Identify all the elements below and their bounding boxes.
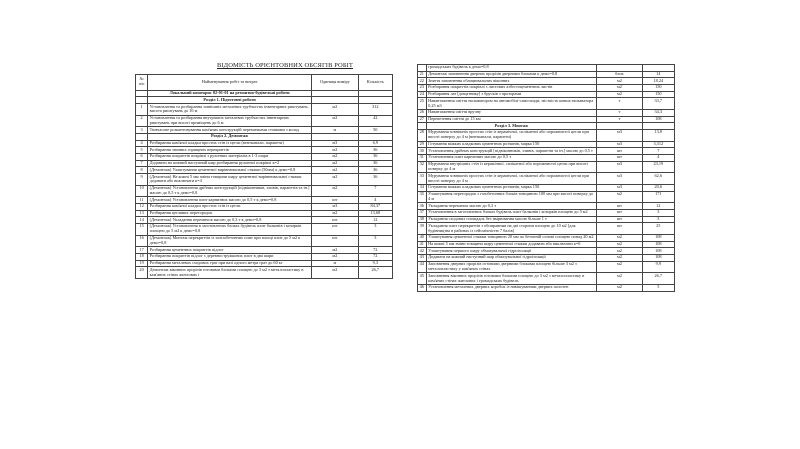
row-name: Заповнення дверних прорізів готовими дверними блоками площею більше 3 м2 з металопластику у кам'яних стінах	[426, 261, 597, 273]
row-number: 6	[136, 154, 148, 161]
row-unit: м2	[312, 185, 359, 197]
row-number: 5	[136, 147, 148, 154]
table-row	[418, 98, 675, 110]
row-number: 2	[136, 115, 148, 127]
row-number: 18	[136, 253, 148, 260]
row-number: 14	[136, 217, 148, 224]
header-no: № п/п	[136, 75, 148, 91]
row-unit	[597, 123, 642, 130]
table-row	[418, 65, 675, 72]
row-qty: 3	[642, 216, 674, 223]
row-number: 38	[418, 216, 427, 223]
row-qty: 72	[358, 253, 392, 260]
row-name: Установлення та розбирання внутрішніх металевих трубчастих інвентарних риштувань при висоті приміщень до 6 м	[148, 115, 312, 127]
row-qty: 7	[642, 148, 674, 155]
row-unit: м2	[597, 248, 642, 255]
row-qty: 13,8	[642, 130, 674, 142]
row-unit: шт	[312, 235, 359, 247]
row-unit: м3	[312, 140, 359, 147]
row-unit: м2	[597, 78, 642, 85]
row-qty: 72	[358, 247, 392, 254]
table-row	[136, 204, 393, 211]
row-unit: м2	[312, 247, 359, 254]
row-name: Установлення металевих дверних коробок із навішуванням дверних полотен	[426, 284, 597, 291]
row-name: Укладання перемичок масою до 0,3 т	[426, 203, 597, 210]
header-name: Найменування робіт та витрат	[148, 75, 312, 91]
table-row	[418, 184, 675, 191]
table-row	[136, 174, 393, 186]
row-number: 32	[418, 161, 427, 173]
row-name: Укладання сходових площадок без зварювання масою більше 1 т	[426, 216, 597, 223]
row-number	[136, 90, 148, 97]
row-name: Розбирання цегляних перегородок	[148, 210, 312, 217]
row-name: Розбирання лат [дощатнику] з брусків з прозорами	[426, 91, 597, 98]
row-number: 11	[136, 197, 148, 204]
row-unit: шт	[597, 223, 642, 235]
row-number: 20	[136, 267, 148, 279]
row-number: 40	[418, 234, 427, 241]
row-qty: 12	[358, 217, 392, 224]
row-name: (Демонтаж) Установлення в заготовлених блоках будівель плит балконів і козирків площею до 5 м2 к демо=0,8	[148, 224, 312, 236]
row-unit: шт	[597, 203, 642, 210]
row-name: Розбирання кам'яної кладки простих стін із цегли	[148, 204, 312, 211]
table-row	[136, 127, 393, 134]
row-qty: 26,7	[358, 267, 392, 279]
table-row	[136, 167, 393, 174]
row-qty: 9,9	[642, 261, 674, 273]
row-name: (Демонтаж) Установлення плит карнизних масою до 0,5 т к демо=0,8	[148, 197, 312, 204]
row-name: Зняття заповнення облицювальних віконних	[426, 78, 597, 85]
row-qty: 62,6	[642, 173, 674, 185]
row-number: 33	[418, 173, 427, 185]
row-unit: м2	[312, 174, 359, 186]
row-name: На кожні 5 мм зміни товщини шару цементної стяжки додавати або виключати к=6	[426, 241, 597, 248]
row-qty: 42	[358, 115, 392, 127]
row-unit: шт	[312, 217, 359, 224]
row-number: 22	[418, 78, 427, 85]
table-row	[136, 260, 393, 267]
row-number	[418, 123, 427, 130]
table-row	[136, 253, 393, 260]
table-row	[418, 284, 675, 291]
row-qty: 33,7	[642, 98, 674, 110]
row-name: Навантаження сміття екскаватором на автомобілі-самоскиди, місткість ковша екскаватора 0,25 м3	[426, 98, 597, 110]
row-number: 4	[136, 140, 148, 147]
row-unit: м2	[312, 147, 359, 154]
table-row	[136, 134, 393, 141]
row-qty: 5	[642, 284, 674, 291]
row-number: 43	[418, 254, 427, 261]
row-name: (Демонтаж) Установлення дрібних конструкцій [підвіконників, зливів, парапетів та ін.] масою до 0,5 т к демо=0,8	[148, 185, 312, 197]
table-row	[136, 154, 393, 161]
row-unit: м2	[312, 115, 359, 127]
row-qty: 150	[642, 91, 674, 98]
row-name: Улаштування першого шару обмазувальної гідроізоляції	[426, 248, 597, 255]
row-number: 36	[418, 203, 427, 210]
row-number: 39	[418, 223, 427, 235]
table-header-row	[136, 75, 393, 91]
row-number: 17	[136, 247, 148, 254]
row-qty: 108	[642, 254, 674, 261]
row-number: 7	[136, 160, 148, 167]
row-qty: 7	[358, 185, 392, 197]
row-qty: 36	[358, 154, 392, 161]
row-number: 8	[136, 167, 148, 174]
row-qty: 4	[642, 155, 674, 162]
row-name: громадських будівель к демо=0,8	[426, 65, 597, 72]
table-row	[418, 209, 675, 216]
row-unit: м2	[312, 104, 359, 116]
row-name: Локальний кошторис 02-01-01 на ремонтно-будівельні роботи	[148, 90, 312, 97]
row-name: Розділ 2. Демонтаж	[148, 134, 312, 141]
row-number: 10	[136, 185, 148, 197]
table-row	[136, 147, 393, 154]
row-name: Додавати на кожний наступний шар обмазувальної гідроізоляції	[426, 254, 597, 261]
table-row	[418, 173, 675, 185]
row-unit: м3	[312, 204, 359, 211]
row-qty	[358, 97, 392, 104]
row-name: Розбирання кам'яної кладки простих стін із цегли (вентканали, парапети)	[148, 140, 312, 147]
row-number	[418, 65, 427, 72]
row-unit: м2	[597, 261, 642, 273]
row-qty: 4	[358, 197, 392, 204]
row-unit: м3	[597, 173, 642, 185]
row-qty: 3	[642, 209, 674, 216]
table-row	[418, 116, 675, 123]
table-row	[418, 71, 675, 78]
table-row	[418, 234, 675, 241]
row-name: Навантаження сміття вручну	[426, 110, 597, 117]
table-row	[418, 85, 675, 92]
row-qty: 312	[358, 104, 392, 116]
row-qty: 3	[358, 224, 392, 236]
table-row	[136, 140, 393, 147]
table-body-right	[418, 65, 675, 292]
row-name: Установлення в заготовлених блоках будівель плит балконів і козирків площею до 5 м2	[426, 209, 597, 216]
row-name: Мурування внутрішніх стін із керамічної, силікатної або порожнистої цегли при висоті поверху до 4 м	[426, 161, 597, 173]
table-row	[418, 155, 675, 162]
row-unit: шт	[597, 148, 642, 155]
row-qty	[642, 123, 674, 130]
row-name: (Демонтаж) Улаштування цементної вирівнювальної стяжки (50мм) к демо=0,8	[148, 167, 312, 174]
table-row	[418, 110, 675, 117]
row-name: Розбирання металевих сходових грат при вазі одного метра грат до 60 кг	[148, 260, 312, 267]
table-row	[418, 203, 675, 210]
table-row	[136, 267, 393, 279]
row-unit: т	[597, 110, 642, 117]
row-number: 26	[418, 110, 427, 117]
row-name: Заповнення віконних прорізів готовими блоками площею до 3 м2 з металопластику в кам'яних стінах житлових і громадських будівель	[426, 273, 597, 285]
row-name: Тимчасове розкантовування кам'яних конструкцій перемичками стояками з колод	[148, 127, 312, 134]
row-name: Додавати на кожний наступний шар розбирання рулонної покрівлі к=2	[148, 160, 312, 167]
row-name: Перевезення сміття до 15 км	[426, 116, 597, 123]
row-qty: 12	[642, 203, 674, 210]
table-row	[136, 160, 393, 167]
table-row	[136, 197, 393, 204]
table-row	[418, 161, 675, 173]
row-unit: м3	[597, 141, 642, 148]
row-name: Установлення плит карнизних масою до 0,5 т	[426, 155, 597, 162]
row-number: 15	[136, 224, 148, 236]
row-unit: м	[312, 127, 359, 134]
row-qty: 13,68	[358, 210, 392, 217]
row-unit: м2	[597, 254, 642, 261]
row-unit: м3	[597, 130, 642, 142]
row-unit: м2	[597, 85, 642, 92]
table-row	[418, 223, 675, 235]
works-table-right	[417, 64, 675, 292]
row-name: Розділ 3. Монтаж	[426, 123, 597, 130]
table-row	[418, 261, 675, 273]
row-name: Мурування зовнішніх простих стін із керамічної, силікатної або порожнистої цегли при висоті поверху до 4 м	[426, 173, 597, 185]
row-number: 45	[418, 273, 427, 285]
row-unit	[312, 134, 359, 141]
row-qty: 3	[358, 235, 392, 247]
row-name: Демонтаж заповнення дверних прорізів дверними блоками к демо=0,8	[426, 71, 597, 78]
row-unit: шт	[597, 209, 642, 216]
row-name: Демонтаж віконних прорізів готовими блоками площею до 3 м2 з металопластику в кам'яних стінах житлових і	[148, 267, 312, 279]
row-unit: м3	[597, 161, 642, 173]
row-unit: м	[312, 260, 359, 267]
row-qty	[358, 90, 392, 97]
row-qty: 108	[642, 116, 674, 123]
row-qty: 26,7	[642, 273, 674, 285]
table-row	[418, 248, 675, 255]
row-qty: 14	[642, 71, 674, 78]
row-unit: м2	[312, 253, 359, 260]
row-unit: м2	[597, 273, 642, 285]
row-qty: 20,6	[642, 184, 674, 191]
table-row	[136, 90, 393, 97]
row-number: 3	[136, 127, 148, 134]
document-title: ВІДОМІСТЬ ОРІЄНТОВНИХ ОБСЯГІВ РОБІТ	[216, 62, 353, 69]
row-name: (Демонтаж) На кожні 5 мм зміни товщини шару цементної вирівнювальної стяжки додавати або виключати к=4	[148, 174, 312, 186]
row-name: (Демонтаж) Монтаж перекриттів із залізобетонних плит при площі плит до 5 м2 к демо=0,8	[148, 235, 312, 247]
row-qty: 36	[358, 174, 392, 186]
row-name: Розбирання значних горищних перекриттів	[148, 147, 312, 154]
row-qty	[642, 65, 674, 72]
row-number: 46	[418, 284, 427, 291]
row-qty: 108	[642, 234, 674, 241]
row-qty: 171	[642, 191, 674, 203]
row-name: Установлення дрібних конструкцій [підвіконників, зливів, парапетів та ін.] масою до 0,5 т	[426, 148, 597, 155]
row-qty: 108	[642, 248, 674, 255]
row-unit: шт	[312, 224, 359, 236]
row-qty: 25	[642, 223, 674, 235]
table-row	[418, 148, 675, 155]
row-name: Розбирання цементних покриттів підлог	[148, 247, 312, 254]
row-number: 16	[136, 235, 148, 247]
row-qty: 36	[358, 167, 392, 174]
row-number: 21	[418, 71, 427, 78]
row-name: Розбирання покриттів підлог з деревностружкових плит в два шари	[148, 253, 312, 260]
row-number: 41	[418, 241, 427, 248]
table-row	[136, 97, 393, 104]
table-row	[418, 241, 675, 248]
row-unit: м2	[597, 91, 642, 98]
table-row	[418, 123, 675, 130]
row-unit: м2	[312, 154, 359, 161]
table-row	[136, 224, 393, 236]
row-qty: 9,3	[358, 260, 392, 267]
row-number	[136, 134, 148, 141]
table-row	[418, 273, 675, 285]
row-qty: 18,24	[642, 78, 674, 85]
row-unit: м2	[597, 234, 642, 241]
header-qty: Кількість	[358, 75, 392, 91]
table-body-left	[136, 90, 393, 278]
table-row	[418, 254, 675, 261]
row-qty: 50	[358, 127, 392, 134]
table-row	[136, 210, 393, 217]
row-qty: 23,19	[642, 161, 674, 173]
row-name: Мурування зовнішніх простих стін із керамічної, силікатної або порожнистої цегли при висоті поверху до 4 м (вентканали, парапети)	[426, 130, 597, 142]
table-row	[136, 247, 393, 254]
row-number: 44	[418, 261, 427, 273]
table-row	[418, 191, 675, 203]
row-number: 28	[418, 130, 427, 142]
row-qty: 3,312	[642, 141, 674, 148]
row-unit: шт	[597, 155, 642, 162]
row-name: Розділ 1. Підготовчі роботи	[148, 97, 312, 104]
row-name: Улаштування цементної стяжки товщиною 20 мм по бетонній основі площею понад 20 м2	[426, 234, 597, 241]
row-unit	[312, 90, 359, 97]
row-unit: м3	[597, 184, 642, 191]
row-unit: м2	[597, 284, 642, 291]
row-qty: 84,37	[358, 204, 392, 211]
table-row	[418, 78, 675, 85]
table-row	[136, 104, 393, 116]
row-number: 12	[136, 204, 148, 211]
row-unit	[312, 97, 359, 104]
row-number: 9	[136, 174, 148, 186]
row-name: Розбирання покриттів покрівлі з рулонних матеріалів в 1-3 шари	[148, 154, 312, 161]
row-name: Готування важких кладкових цементних розчинів, марка 150	[426, 184, 597, 191]
row-qty: 150	[642, 85, 674, 92]
table-row	[136, 115, 393, 127]
row-number: 19	[136, 260, 148, 267]
row-qty	[358, 134, 392, 141]
table-row	[136, 185, 393, 197]
row-unit: м2	[597, 191, 642, 203]
row-number: 29	[418, 141, 427, 148]
row-unit: т	[597, 116, 642, 123]
table-row	[418, 91, 675, 98]
row-unit: м2	[312, 210, 359, 217]
row-qty: 36	[358, 147, 392, 154]
row-qty: 34,3	[642, 110, 674, 117]
row-unit: м2	[312, 167, 359, 174]
row-name: Установлення та розбирання зовнішніх металевих трубчастих інвентарних риштувань, висота риштувань до 16 м	[148, 104, 312, 116]
row-number: 13	[136, 210, 148, 217]
row-name: Розбирання покриттів покрівлі з листових азбестоцементних листів	[426, 85, 597, 92]
row-unit: м2	[597, 241, 642, 248]
row-number: 24	[418, 91, 427, 98]
row-name: Готування важких кладкових цементних розчинів, марка 150	[426, 141, 597, 148]
row-unit: т	[597, 98, 642, 110]
row-number: 23	[418, 85, 427, 92]
row-number: 31	[418, 155, 427, 162]
row-name: Улаштування перегородок з газобетонних блоків товщиною 100 мм при висоті поверху до 4 м	[426, 191, 597, 203]
row-number	[136, 97, 148, 104]
row-unit: м2	[312, 267, 359, 279]
table-row	[136, 235, 393, 247]
row-number: 37	[418, 209, 427, 216]
table-row	[136, 217, 393, 224]
header-unit: Одиниця виміру	[312, 75, 359, 91]
row-unit: м2	[312, 160, 359, 167]
row-number: 30	[418, 148, 427, 155]
row-qty: 36	[358, 160, 392, 167]
row-number: 34	[418, 184, 427, 191]
table-row	[418, 130, 675, 142]
row-name: Укладання плит перекриттів з обпиранням на дві сторони площею до 10 м2 [для будівництва в районах із сейсмічністю 7 балів]	[426, 223, 597, 235]
row-unit: шт	[597, 216, 642, 223]
works-table-left	[135, 74, 393, 279]
row-number: 25	[418, 98, 427, 110]
row-qty: 6,9	[358, 140, 392, 147]
table-row	[418, 216, 675, 223]
row-number: 42	[418, 248, 427, 255]
table-row	[418, 141, 675, 148]
row-number: 35	[418, 191, 427, 203]
row-number: 1	[136, 104, 148, 116]
row-unit	[597, 65, 642, 72]
row-number: 27	[418, 116, 427, 123]
row-qty: 108	[642, 241, 674, 248]
row-unit: блок	[597, 71, 642, 78]
row-name: (Демонтаж) Укладання перемичок масою до 0,3 т к демо=0,8	[148, 217, 312, 224]
row-unit: шт	[312, 197, 359, 204]
